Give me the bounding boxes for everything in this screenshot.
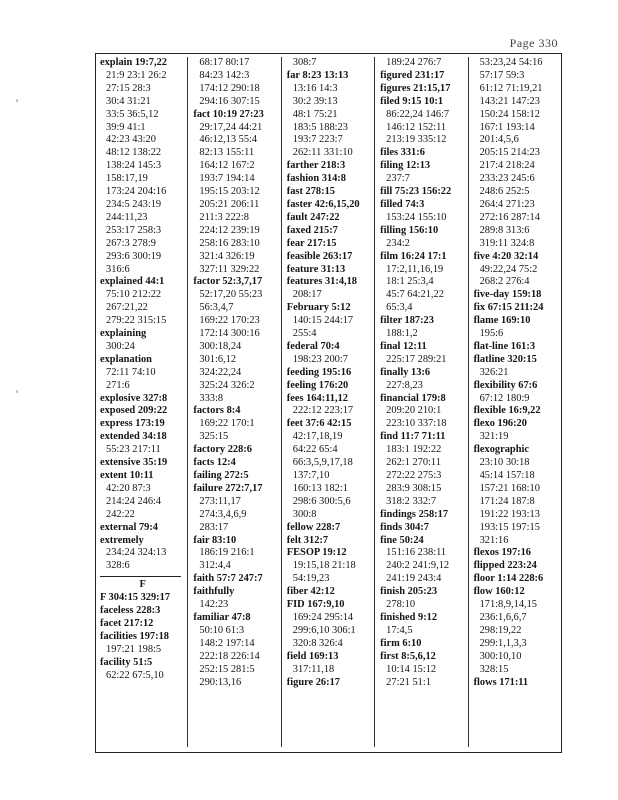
index-entry-term: flows 171:11 <box>473 676 529 688</box>
index-entry-refs: 268:2 276:4 <box>479 276 530 288</box>
index-entry-refs: 300:10,10 <box>479 650 522 662</box>
index-entry-term: flatline 320:15 <box>473 353 537 365</box>
page-number: Page 330 <box>509 36 558 50</box>
index-entry-term: fiber 42:12 <box>286 586 335 598</box>
index-entry-term: features 31:4,18 <box>286 276 357 288</box>
section-divider <box>100 576 181 577</box>
index-entry-refs: 55:23 217:11 <box>106 444 161 456</box>
index-entry-term: flipped 223:24 <box>473 560 537 572</box>
index-entry-refs: 82:13 155:11 <box>199 147 255 159</box>
index-entry-refs: 65:3,4 <box>386 302 413 314</box>
index-entry-term: factory 228:6 <box>193 444 252 456</box>
index-entry-refs: 53:23,24 54:16 <box>479 57 543 68</box>
index-entry-refs: 208:17 <box>292 289 322 301</box>
index-entry-refs: 271:6 <box>106 379 130 391</box>
index-entry-refs: 283:17 <box>199 521 229 533</box>
index-entry-refs: 39:9 41:1 <box>106 121 146 133</box>
index-entry-refs: 42:23 43:20 <box>106 134 156 146</box>
index-entry-refs: 62:22 67:5,10 <box>106 669 164 681</box>
index-entry-refs: 171:24 187:8 <box>479 495 535 507</box>
index-entry-term: explaining <box>100 328 147 340</box>
index-entry-refs: 233:23 245:6 <box>479 173 535 185</box>
index-entry-refs: 300:24 <box>106 340 135 352</box>
index-column <box>188 57 281 747</box>
index-entry-refs: 327:11 329:22 <box>199 263 260 275</box>
index-entry-refs: 223:10 337:18 <box>386 418 447 430</box>
index-entry-refs: 153:24 155:10 <box>386 211 447 223</box>
index-entry-term: finish 205:23 <box>380 586 438 598</box>
index-entry-term: floor 1:14 228:6 <box>473 573 544 585</box>
word-index-columns <box>95 57 562 747</box>
index-entry-refs: 237:7 <box>386 173 410 185</box>
index-entry-refs: 54:19,23 <box>292 573 330 585</box>
index-entry-term: facility 51:5 <box>100 656 153 668</box>
index-entry-refs: 174:12 290:18 <box>199 82 260 94</box>
index-entry-refs: 30:4 31:21 <box>106 95 151 107</box>
index-entry-refs: 234:2 <box>386 237 410 249</box>
index-entry-refs: 283:9 308:15 <box>386 482 442 494</box>
index-entry-term: fault 247:22 <box>286 211 340 223</box>
index-entry-refs: 333:8 <box>199 392 224 404</box>
index-entry-term: files 331:6 <box>380 147 425 159</box>
index-entry-term: fix 67:15 211:24 <box>473 302 544 314</box>
index-entry-refs: 193:7 223:7 <box>292 134 343 146</box>
index-entry-refs: 169:22 170:23 <box>199 315 260 327</box>
index-entry-refs: 222:12 223:17 <box>292 405 354 417</box>
index-entry-term: faceless 228:3 <box>100 605 161 617</box>
index-entry-term: fine 50:24 <box>380 534 424 546</box>
index-entry-term: flexo 196:20 <box>473 418 527 430</box>
index-entry-refs: 317:11,18 <box>292 663 335 675</box>
index-entry-refs: 45:14 157:18 <box>479 470 535 481</box>
index-entry-term: facts 12:4 <box>193 457 236 469</box>
index-entry-refs: 29:17,24 44:21 <box>199 121 263 133</box>
index-entry-refs: 191:22 193:13 <box>479 508 540 520</box>
index-entry-refs: 193:7 194:14 <box>199 173 255 185</box>
index-entry-refs: 75:10 212:22 <box>106 289 162 301</box>
index-entry-term: firm 6:10 <box>380 637 422 649</box>
index-entry-refs: 312:4,4 <box>199 560 231 572</box>
index-entry-refs: 23:10 30:18 <box>479 457 530 469</box>
index-entry-term: fill 75:23 156:22 <box>380 186 452 198</box>
index-entry-term: filing 12:13 <box>380 160 431 172</box>
index-entry-refs: 188:1,2 <box>386 328 418 340</box>
index-entry-term: faxed 215:7 <box>286 224 338 236</box>
index-entry-refs: 290:13,16 <box>199 676 242 688</box>
index-entry-refs: 326:21 <box>479 366 509 378</box>
index-column <box>469 57 562 747</box>
index-entry-refs: 33:5 36:5,12 <box>106 108 159 120</box>
index-entry-term: filed 9:15 10:1 <box>380 95 444 107</box>
index-entry-refs: 318:2 332:7 <box>386 495 437 507</box>
index-entry-refs: 272:16 287:14 <box>479 211 540 223</box>
index-entry-refs: 241:19 243:4 <box>386 573 442 585</box>
index-entry-term: faithfully <box>193 586 235 598</box>
index-entry-refs: 299:1,1,3,3 <box>479 637 527 649</box>
index-entry-term: felt 312:7 <box>286 534 329 546</box>
index-entry-refs: 293:6 300:19 <box>106 250 162 262</box>
index-entry-term: fear 217:15 <box>286 237 337 249</box>
index-entry-refs: 273:11,17 <box>199 495 241 507</box>
index-entry-refs: 209:20 210:1 <box>386 405 442 417</box>
index-entry-refs: 148:2 197:14 <box>199 637 255 649</box>
index-entry-refs: 143:21 147:23 <box>479 95 540 107</box>
index-entry-refs: 274:3,4,6,9 <box>199 508 247 520</box>
index-column <box>282 57 375 747</box>
index-entry-refs: 157:21 168:10 <box>479 482 540 494</box>
index-entry-term: fellow 228:7 <box>286 521 341 533</box>
index-entry-refs: 158:17,19 <box>106 173 148 185</box>
index-entry-refs: 205:15 214:23 <box>479 147 540 159</box>
index-entry-refs: 214:24 246:4 <box>106 495 162 507</box>
index-entry-refs: 27:15 28:3 <box>106 82 151 94</box>
index-entry-term: FESOP 19:12 <box>286 547 347 559</box>
index-entry-term: extensive 35:19 <box>100 457 168 469</box>
index-entry-refs: 321:19 <box>479 431 509 443</box>
index-entry-refs: 225:17 289:21 <box>386 353 447 365</box>
index-entry-refs: 172:14 300:16 <box>199 328 260 340</box>
index-entry-term: figure 26:17 <box>286 676 340 688</box>
index-entry-term: first 8:5,6,12 <box>380 650 436 662</box>
index-entry-term: failure 272:7,17 <box>193 482 263 494</box>
index-entry-term: filter 187:23 <box>380 315 434 327</box>
index-entry-term: feet 37:6 42:15 <box>286 418 352 430</box>
index-entry-term: farther 218:3 <box>286 160 346 172</box>
index-entry-term: explosive 327:8 <box>100 392 168 404</box>
index-entry-refs: 298:6 300:5,6 <box>292 495 351 507</box>
index-entry-term: facilities 197:18 <box>100 630 169 642</box>
index-entry-refs: 52:17,20 55:23 <box>199 289 263 301</box>
margin-mark: ' <box>16 96 19 110</box>
index-entry-term: extent 10:11 <box>100 470 154 481</box>
index-entry-refs: 183:5 188:23 <box>292 121 348 133</box>
index-entry-refs: 42:17,18,19 <box>292 431 343 443</box>
index-entry-refs: 42:20 87:3 <box>106 482 151 494</box>
index-entry-term: figured 231:17 <box>380 69 445 81</box>
index-entry-refs: 13:16 14:3 <box>292 82 338 94</box>
index-entry-refs: 140:15 244:17 <box>292 315 354 327</box>
index-entry-term: feeding 195:16 <box>286 366 352 378</box>
index-entry-refs: 48:12 138:22 <box>106 147 162 159</box>
index-entry-refs: 294:16 307:15 <box>199 95 260 107</box>
index-entry-term: federal 70:4 <box>286 340 340 352</box>
index-entry-refs: 50:10 61:3 <box>199 624 245 636</box>
index-entry-refs: 328:6 <box>106 560 130 572</box>
index-entry-refs: 48:1 75:21 <box>292 108 338 120</box>
index-entry-term: fast 278:15 <box>286 186 335 198</box>
index-entry-refs: 167:1 193:14 <box>479 121 535 133</box>
index-entry-term: facet 217:12 <box>100 617 154 629</box>
index-entry-refs: 86:22,24 146:7 <box>386 108 450 120</box>
index-entry-refs: 72:11 74:10 <box>106 366 156 378</box>
index-entry-refs: 328:15 <box>479 663 509 675</box>
index-entry-term: findings 258:17 <box>380 508 449 520</box>
index-entry-refs: 222:18 226:14 <box>199 650 260 662</box>
index-entry-refs: 272:22 275:3 <box>386 470 442 481</box>
index-entry-refs: 17:4,5 <box>386 624 413 636</box>
index-entry-term: finally 13:6 <box>380 366 431 378</box>
index-entry-refs: 211:3 222:8 <box>199 211 249 223</box>
index-entry-refs: 320:8 326:4 <box>292 637 343 649</box>
index-entry-term: flexographic <box>473 444 529 456</box>
index-entry-term: explain 19:7,22 <box>100 57 167 68</box>
index-entry-term: field 169:13 <box>286 650 339 662</box>
index-entry-refs: 173:24 204:16 <box>106 186 167 198</box>
index-entry-refs: 164:12 167:2 <box>199 160 255 172</box>
index-entry-refs: 150:24 158:12 <box>479 108 540 120</box>
index-entry-term: figures 21:15,17 <box>380 82 451 94</box>
index-entry-term: fashion 314:8 <box>286 173 346 185</box>
index-entry-refs: 234:5 243:19 <box>106 198 162 210</box>
index-entry-refs: 255:4 <box>292 328 317 340</box>
index-entry-refs: 66:3,5,9,17,18 <box>292 457 353 469</box>
index-entry-term: filled 74:3 <box>380 198 425 210</box>
index-entry-term: film 16:24 17:1 <box>380 250 447 262</box>
index-entry-refs: 64:22 65:4 <box>292 444 338 456</box>
index-entry-term: extended 34:18 <box>100 431 167 443</box>
index-entry-refs: 19:15,18 21:18 <box>292 560 356 572</box>
index-entry-refs: 146:12 152:11 <box>386 121 447 133</box>
index-entry-refs: 316:6 <box>106 263 130 275</box>
index-entry-term: far 8:23 13:13 <box>286 69 349 81</box>
index-entry-term: F 304:15 329:17 <box>100 592 171 604</box>
index-entry-refs: 244:11,23 <box>106 211 148 223</box>
index-entry-term: exposed 209:22 <box>100 405 168 417</box>
index-entry-term: failing 272:5 <box>193 470 249 481</box>
index-entry-refs: 142:23 <box>199 599 229 611</box>
index-entry-refs: 198:23 200:7 <box>292 353 348 365</box>
index-entry-refs: 236:1,6,6,7 <box>479 611 527 623</box>
index-entry-refs: 61:12 71:19,21 <box>479 82 543 94</box>
index-entry-refs: 301:6,12 <box>199 353 237 365</box>
index-entry-refs: 253:17 258:3 <box>106 224 162 236</box>
index-entry-refs: 186:19 216:1 <box>199 547 255 559</box>
index-entry-term: factor 52:3,7,17 <box>193 276 263 288</box>
index-entry-refs: 67:12 180:9 <box>479 392 530 404</box>
index-entry-refs: 171:8,9,14,15 <box>479 599 538 611</box>
index-entry-refs: 267:21,22 <box>106 302 148 314</box>
index-entry-refs: 195:6 <box>479 328 504 340</box>
index-entry-refs: 169:24 295:14 <box>292 611 354 623</box>
index-entry-term: flame 169:10 <box>473 315 531 327</box>
index-entry-refs: 151:16 238:11 <box>386 547 447 559</box>
index-entry-refs: 240:2 241:9,12 <box>386 560 450 572</box>
index-entry-term: five-day 159:18 <box>473 289 542 301</box>
index-entry-refs: 227:8,23 <box>386 379 423 391</box>
index-entry-term: financial 179:8 <box>380 392 446 404</box>
index-entry-refs: 258:16 283:10 <box>199 237 260 249</box>
index-entry-term: fact 10:19 27:23 <box>193 108 264 120</box>
index-entry-term: feature 31:13 <box>286 263 346 275</box>
index-entry-refs: 224:12 239:19 <box>199 224 260 236</box>
index-entry-refs: 278:10 <box>386 599 416 611</box>
section-letter: F <box>139 579 146 591</box>
index-entry-refs: 289:8 313:6 <box>479 224 530 236</box>
index-entry-term: finished 9:12 <box>380 611 438 623</box>
index-entry-term: flow 160:12 <box>473 586 525 598</box>
index-entry-refs: 308:7 <box>292 57 317 68</box>
index-entry-refs: 49:22,24 75:2 <box>479 263 538 275</box>
index-entry-refs: 10:14 15:12 <box>386 663 437 675</box>
index-entry-refs: 234:24 324:13 <box>106 547 167 559</box>
index-entry-refs: 160:13 182:1 <box>292 482 348 494</box>
index-entry-refs: 193:15 197:15 <box>479 521 540 533</box>
index-entry-term: extremely <box>100 534 144 546</box>
index-entry-refs: 189:24 276:7 <box>386 57 442 68</box>
index-entry-term: flat-line 161:3 <box>473 340 536 352</box>
index-entry-term: filling 156:10 <box>380 224 439 236</box>
index-entry-refs: 262:11 331:10 <box>292 147 353 159</box>
index-column <box>375 57 468 747</box>
index-entry-refs: 27:21 51:1 <box>386 676 431 688</box>
index-entry-refs: 84:23 142:3 <box>199 69 250 81</box>
index-entry-refs: 169:22 170:1 <box>199 418 255 430</box>
index-entry-refs: 68:17 80:17 <box>199 57 250 68</box>
index-entry-refs: 57:17 59:3 <box>479 69 525 81</box>
index-entry-refs: 30:2 39:13 <box>292 95 338 107</box>
index-entry-term: explanation <box>100 353 152 365</box>
index-entry-term: find 11:7 71:11 <box>380 431 446 443</box>
index-entry-term: express 173:19 <box>100 418 165 430</box>
index-entry-term: flexos 197:16 <box>473 547 531 559</box>
index-entry-refs: 205:21 206:11 <box>199 198 260 210</box>
index-entry-refs: 262:1 270:11 <box>386 457 441 469</box>
index-entry-refs: 138:24 145:3 <box>106 160 162 172</box>
index-entry-term: fees 164:11,12 <box>286 392 348 404</box>
index-entry-term: five 4:20 32:14 <box>473 250 539 262</box>
index-entry-refs: 217:4 218:24 <box>479 160 535 172</box>
index-entry-refs: 324:22,24 <box>199 366 242 378</box>
index-entry-refs: 248:6 252:5 <box>479 186 530 198</box>
index-entry-refs: 197:21 198:5 <box>106 643 162 655</box>
index-entry-term: faster 42:6,15,20 <box>286 198 360 210</box>
index-entry-refs: 299:6,10 306:1 <box>292 624 356 636</box>
index-entry-refs: 267:3 278:9 <box>106 237 156 249</box>
index-entry-refs: 201:4,5,6 <box>479 134 519 146</box>
index-entry-term: feasible 263:17 <box>286 250 353 262</box>
index-entry-term: February 5:12 <box>286 302 351 314</box>
index-entry-term: external 79:4 <box>100 521 158 533</box>
index-entry-refs: 300:8 <box>292 508 317 520</box>
index-entry-refs: 45:7 64:21,22 <box>386 289 444 301</box>
index-entry-refs: 46:12,13 55:4 <box>199 134 258 146</box>
index-entry-refs: 56:3,4,7 <box>199 302 234 314</box>
index-entry-term: explained 44:1 <box>100 276 165 288</box>
index-entry-term: fair 83:10 <box>193 534 237 546</box>
index-entry-refs: 298:19,22 <box>479 624 522 636</box>
index-entry-refs: 325:24 326:2 <box>199 379 255 391</box>
index-entry-refs: 264:4 271:23 <box>479 198 535 210</box>
index-entry-refs: 321:4 326:19 <box>199 250 255 262</box>
index-entry-term: flexibility 67:6 <box>473 379 538 391</box>
margin-mark: ' <box>16 387 19 401</box>
index-entry-refs: 195:15 203:12 <box>199 186 260 198</box>
index-entry-refs: 252:15 281:5 <box>199 663 255 675</box>
index-entry-term: factors 8:4 <box>193 405 241 417</box>
index-entry-term: finds 304:7 <box>380 521 429 533</box>
index-entry-refs: 321:16 <box>479 534 509 546</box>
index-entry-refs: 319:11 324:8 <box>479 237 535 249</box>
index-column <box>95 57 188 747</box>
index-entry-term: final 12:11 <box>380 340 427 352</box>
index-entry-refs: 183:1 192:22 <box>386 444 442 456</box>
index-entry-refs: 17:2,11,16,19 <box>386 263 444 275</box>
index-entry-refs: 242:22 <box>106 508 135 520</box>
index-entry-term: FID 167:9,10 <box>286 599 345 611</box>
index-entry-refs: 325:15 <box>199 431 229 443</box>
index-entry-term: feeling 176:20 <box>286 379 349 391</box>
index-entry-refs: 279:22 315:15 <box>106 315 167 327</box>
index-entry-term: flexible 16:9,22 <box>473 405 541 417</box>
index-entry-refs: 300:18,24 <box>199 340 242 352</box>
index-entry-term: familiar 47:8 <box>193 611 251 623</box>
index-entry-refs: 213:19 335:12 <box>386 134 447 146</box>
index-entry-refs: 18:1 25:3,4 <box>386 276 434 288</box>
index-entry-refs: 21:9 23:1 26:2 <box>106 69 167 81</box>
index-entry-refs: 137:7,10 <box>292 470 330 481</box>
index-entry-term: faith 57:7 247:7 <box>193 573 263 585</box>
